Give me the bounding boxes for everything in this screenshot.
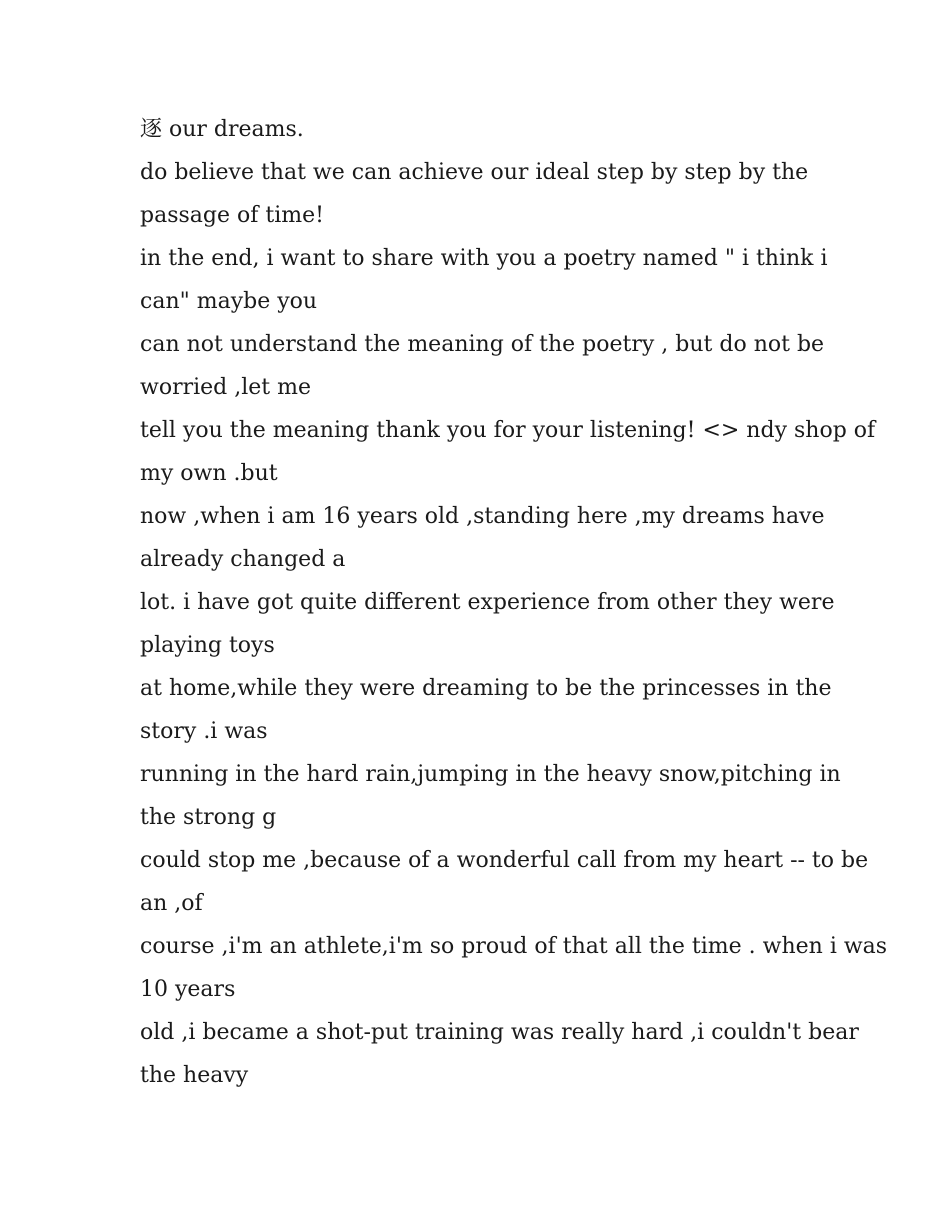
text-line: can not understand the meaning of the poetry , but do not be: [140, 332, 825, 357]
text-line: old ,i became a shot-put training was really hard ,i couldn't bear: [140, 1020, 859, 1045]
text-line: the heavy: [140, 1063, 249, 1088]
text-line: already changed a: [140, 547, 346, 572]
text-line: tell you the meaning thank you for your listening! <> ndy shop of: [140, 418, 876, 443]
text-line: playing toys: [140, 633, 275, 658]
text-line: passage of time!: [140, 203, 324, 228]
text-line: an ,of: [140, 891, 203, 916]
document-body: [140, 108, 888, 1097]
text-line: do believe that we can achieve our ideal step by step by the: [140, 160, 809, 185]
text-line: 10 years: [140, 977, 236, 1002]
text-line: my own .but: [140, 461, 278, 486]
text-line: now ,when i am 16 years old ,standing here ,my dreams have: [140, 504, 825, 529]
text-line: story .i was: [140, 719, 268, 744]
text-line: could stop me ,because of a wonderful call from my heart -- to be: [140, 848, 869, 873]
text-line: can" maybe you: [140, 289, 318, 314]
text-line: in the end, i want to share with you a poetry named " i think i: [140, 246, 828, 271]
text-line: the strong g: [140, 805, 277, 830]
text-line: 逐 our dreams.: [140, 117, 304, 142]
text-line: lot. i have got quite different experience from other they were: [140, 590, 835, 615]
text-line: at home,while they were dreaming to be the princesses in the: [140, 676, 832, 701]
text-line: worried ,let me: [140, 375, 312, 400]
text-line: course ,i'm an athlete,i'm so proud of that all the time . when i was: [140, 934, 888, 959]
text-line: running in the hard rain,jumping in the heavy snow,pitching in: [140, 762, 841, 787]
